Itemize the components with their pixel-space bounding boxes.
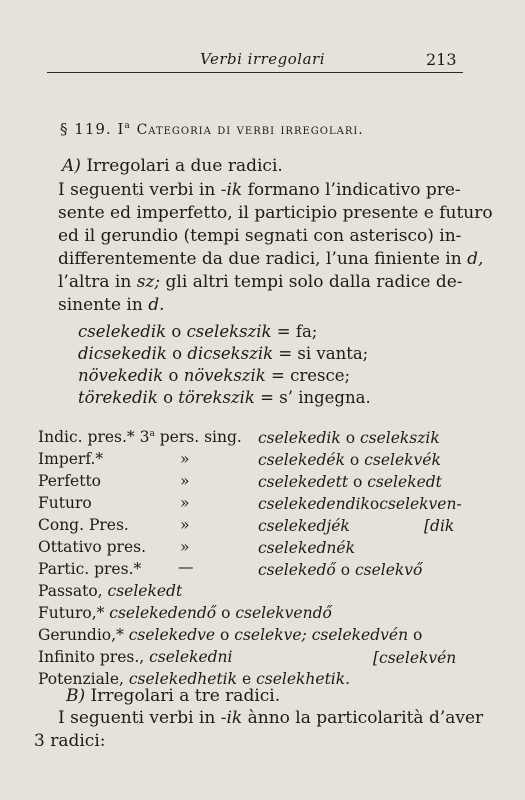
text-run: ànno la particolarità d’aver (242, 708, 484, 728)
verb-form: cselekvék (364, 451, 441, 469)
conjugation-forms (258, 561, 422, 579)
conjunction: o (335, 561, 355, 579)
verb-form: cselekedt (367, 473, 442, 491)
tense-line (38, 626, 422, 644)
conjunction: o (345, 451, 365, 469)
conjunction: o (216, 604, 236, 622)
conjunction: o (172, 344, 183, 363)
verb-meaning: = s’ ingegna. (260, 388, 371, 407)
verb-form: cselekedt (107, 582, 183, 600)
verb-form: cselekedhetik (128, 670, 238, 688)
section-title: Categoria di verbi irregolari. (136, 122, 364, 138)
verb-pair-row (78, 366, 350, 385)
verb-form: cselekedendik (258, 495, 370, 513)
dash-mark: — (178, 558, 194, 576)
conjunction: o (348, 473, 368, 491)
verb-form: cselekhetik. (256, 670, 351, 688)
verb-pair-row (78, 344, 368, 363)
verb-form: cselekvendő (235, 604, 332, 622)
section-roman-sup: a (124, 121, 131, 131)
text-run: ed il gerundio (tempi segnati con asterisco) in- (58, 226, 462, 246)
conjugation-forms (258, 473, 442, 491)
ditto-mark: » (180, 472, 190, 490)
paragraph-line (58, 708, 483, 728)
text-run: sente ed imperfetto, il participio presente e futuro (58, 203, 493, 223)
verb-meaning: = si vanta; (278, 344, 369, 363)
verb-form: törekszik (178, 388, 255, 407)
conjugation-row (38, 428, 242, 446)
part-b-heading (66, 686, 280, 706)
ditto-mark: » (180, 450, 190, 468)
tense-label: Partic. pres.* (38, 560, 142, 578)
part-a-label: A) (62, 156, 81, 176)
conjugation-row (38, 494, 92, 512)
paragraph-line (58, 180, 461, 200)
part-a-title: Irregolari a due radici. (86, 156, 283, 176)
verb-form: cselekve; (234, 626, 307, 644)
tense-label: pers. sing. (154, 428, 242, 446)
text-run-italic: -ik (220, 180, 243, 200)
running-header-title: Verbi irregolari (199, 50, 326, 68)
tense-line (38, 604, 332, 622)
conjunction: o (340, 429, 360, 447)
verb-pair-row (78, 388, 371, 407)
conjunction: o (171, 322, 182, 341)
ditto-mark: » (180, 516, 190, 534)
tense-label-sup: a (149, 428, 155, 439)
paragraph-line (58, 203, 493, 223)
conjunction: o (369, 495, 380, 513)
verb-form: cselekedő (258, 561, 336, 579)
verb-meaning: = cresce; (271, 366, 351, 385)
verb-form: cselekven- (379, 495, 462, 513)
part-b-title: Irregolari a tre radici. (90, 686, 281, 706)
verb-meaning: = fa; (276, 322, 318, 341)
paragraph-line (58, 249, 483, 269)
ditto-mark: » (180, 538, 190, 556)
conjugation-row (38, 472, 101, 490)
conjugation-forms (258, 429, 440, 447)
text-run: sinente in (58, 295, 149, 315)
paragraph-line: 3 radici: (34, 731, 106, 751)
continuation-note: [cselekvén (373, 649, 457, 667)
tense-label: Futuro,* (38, 604, 110, 622)
paragraph-line (58, 272, 463, 292)
tense-label: Potenziale, (38, 670, 129, 688)
tense-line (38, 582, 182, 600)
section-roman: I (117, 120, 125, 138)
conjunction: o (215, 626, 235, 644)
paragraph-line (58, 295, 165, 315)
ditto-mark: » (180, 494, 190, 512)
text-run-italic: sz; (136, 272, 161, 292)
conjunction: o (408, 626, 423, 644)
verb-form: cselekednék (258, 539, 355, 557)
continuation-note: [dik (424, 517, 455, 535)
conjunction: o (163, 388, 174, 407)
verb-form: cselekedjék (258, 517, 350, 535)
conjugation-row (38, 516, 129, 534)
header-rule (47, 72, 463, 73)
conjugation-row (38, 560, 141, 578)
text-run: formano l’indicativo pre- (242, 180, 461, 200)
part-b-label: B) (66, 686, 86, 706)
verb-form: cselekszik (359, 429, 440, 447)
verb-form: cselekvő (354, 561, 423, 579)
conjunction: o (168, 366, 179, 385)
conjugation-forms (258, 517, 350, 535)
tense-label: Imperf.* (38, 450, 104, 468)
text-run-italic: d, (467, 249, 484, 269)
tense-label: Gerundio,* (38, 626, 129, 644)
verb-form: cselekedett (258, 473, 349, 491)
verb-form: cselekedendő (109, 604, 217, 622)
verb-form: cselekedik (78, 322, 167, 341)
text-run: I seguenti verbi in (58, 708, 221, 728)
verb-form: törekedik (78, 388, 158, 407)
text-run: gli altri tempi solo dalla radice de- (160, 272, 463, 292)
verb-form: cselekedvén (311, 626, 409, 644)
verb-form: dicsekedik (78, 344, 167, 363)
verb-form: dicsekszik (187, 344, 274, 363)
verb-form: növekedik (78, 366, 164, 385)
text-run: differentemente da due radici, l’una finiente in (58, 249, 468, 269)
conjunction: e (237, 670, 257, 688)
section-number: 119. (74, 120, 112, 138)
tense-label: Cong. Pres. (38, 516, 129, 534)
verb-pair-row (78, 322, 317, 341)
conjugation-forms (258, 539, 355, 557)
verb-form: cselekedve (128, 626, 216, 644)
conjugation-forms (258, 495, 462, 513)
tense-label: Indic. pres.* 3 (38, 428, 150, 446)
tense-label: Futuro (38, 494, 92, 512)
tense-label: Ottativo pres. (38, 538, 146, 556)
section-symbol: § (60, 120, 69, 138)
verb-form: növekszik (183, 366, 266, 385)
tense-label: Infinito pres., (38, 648, 150, 666)
conjugation-forms (258, 451, 441, 469)
page-number: 213 (426, 50, 457, 69)
tense-line (38, 648, 233, 666)
text-run: I seguenti verbi in (58, 180, 221, 200)
conjugation-row (38, 538, 146, 556)
conjugation-row (38, 450, 103, 468)
section-heading (60, 120, 364, 138)
verb-form: cselekedni (149, 648, 233, 666)
part-a-heading (62, 156, 283, 176)
paragraph-line (58, 226, 461, 246)
tense-label: Perfetto (38, 472, 102, 490)
text-run-italic: -ik (220, 708, 243, 728)
verb-form: cselekedik (258, 429, 341, 447)
verb-form: cselekszik (186, 322, 272, 341)
tense-label: Passato, (38, 582, 108, 600)
text-run-italic: d. (148, 295, 165, 315)
verb-form: cselekedék (258, 451, 345, 469)
text-run: l’altra in (58, 272, 137, 292)
